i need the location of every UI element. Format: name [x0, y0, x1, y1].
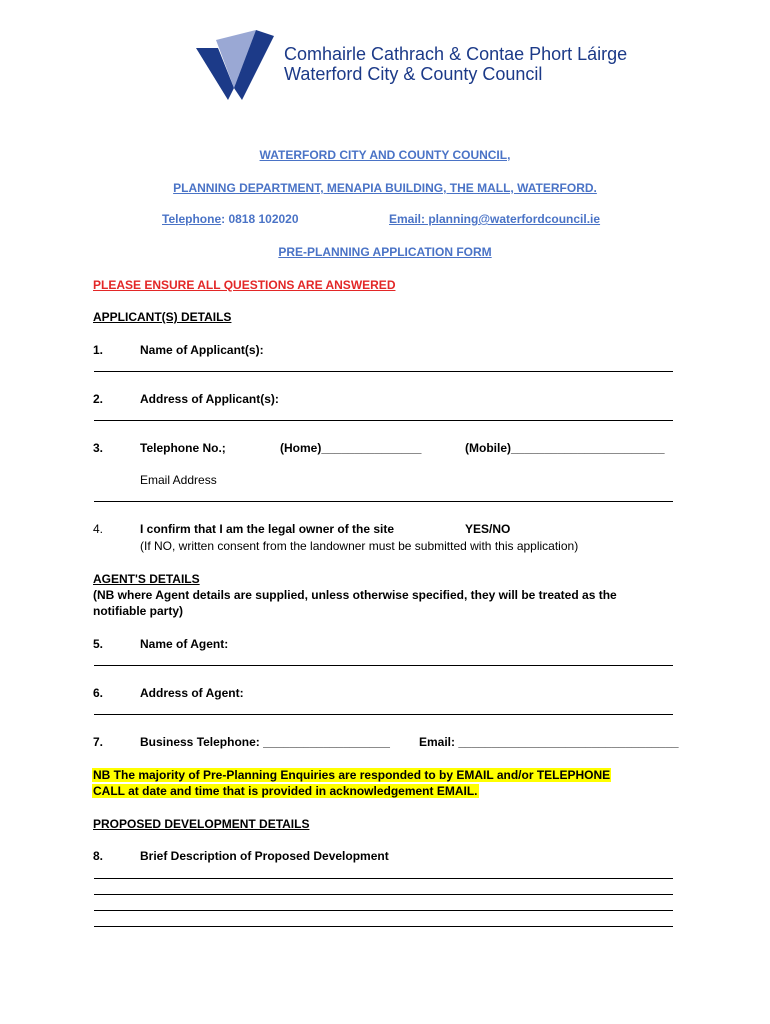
- department-address: PLANNING DEPARTMENT, MENAPIA BUILDING, THE MALL, WATERFORD.: [173, 181, 597, 195]
- q6-label: Address of Agent:: [140, 686, 244, 700]
- description-line-3[interactable]: [94, 910, 673, 911]
- q3-label: Telephone No.;: [140, 441, 226, 455]
- q4-note: (If NO, written consent from the landowner must be submitted with this application): [140, 539, 579, 553]
- telephone-line: [162, 212, 299, 226]
- agent-email-field[interactable]: Email: _________________________________: [419, 735, 679, 749]
- q1-number: 1.: [93, 343, 104, 357]
- agent-note-line1: (NB where Agent details are supplied, unless otherwise specified, they will be treated as the: [93, 588, 617, 602]
- q7-number: 7.: [93, 735, 104, 749]
- logo-text-english: Waterford City & County Council: [284, 64, 543, 84]
- applicant-email-field[interactable]: [94, 501, 673, 502]
- logo-text-irish: Comhairle Cathrach & Contae Phort Láirge: [284, 44, 628, 64]
- agent-note-line2: notifiable party): [93, 604, 184, 618]
- applicant-name-field[interactable]: [94, 371, 673, 372]
- form-title: PRE-PLANNING APPLICATION FORM: [278, 245, 492, 259]
- agent-name-field[interactable]: [94, 665, 673, 666]
- q2-number: 2.: [93, 392, 104, 406]
- owner-yes-no[interactable]: YES/NO: [465, 522, 511, 536]
- agent-section-title: AGENT'S DETAILS: [93, 572, 200, 586]
- description-line-2[interactable]: [94, 894, 673, 895]
- q5-number: 5.: [93, 637, 104, 651]
- applicant-address-field[interactable]: [94, 420, 673, 421]
- applicant-section-title: APPLICANT(S) DETAILS: [93, 310, 232, 324]
- q6-number: 6.: [93, 686, 104, 700]
- council-heading: WATERFORD CITY AND COUNTY COUNCIL,: [259, 148, 511, 162]
- description-line-1[interactable]: [94, 878, 673, 879]
- notice: PLEASE ENSURE ALL QUESTIONS ARE ANSWERED: [93, 278, 396, 292]
- description-line-4[interactable]: [94, 926, 673, 927]
- development-section-title: PROPOSED DEVELOPMENT DETAILS: [93, 817, 310, 831]
- q4-label: I confirm that I am the legal owner of the site: [140, 522, 395, 536]
- telephone-label: Telephone: [162, 212, 222, 226]
- q2-label: Address of Applicant(s):: [140, 392, 279, 406]
- q3-number: 3.: [93, 441, 104, 455]
- mobile-phone-field[interactable]: (Mobile)_______________________: [465, 441, 665, 455]
- home-phone-field[interactable]: (Home)_______________: [280, 441, 422, 455]
- council-logo: [196, 30, 278, 100]
- q1-label: Name of Applicant(s):: [140, 343, 264, 357]
- business-telephone-field[interactable]: Business Telephone: ___________________: [140, 735, 390, 749]
- q5-label: Name of Agent:: [140, 637, 229, 651]
- email-address-label: Email Address: [140, 473, 217, 487]
- agent-address-field[interactable]: [94, 714, 673, 715]
- email-link[interactable]: Email: planning@waterfordcouncil.ie: [389, 212, 601, 226]
- telephone-value: : 0818 102020: [221, 212, 299, 226]
- q8-number: 8.: [93, 849, 104, 863]
- nb-highlight-line2: CALL at date and time that is provided in acknowledgement EMAIL.: [93, 784, 478, 798]
- q4-number: 4.: [93, 522, 104, 536]
- q8-label: Brief Description of Proposed Development: [140, 849, 389, 863]
- nb-highlight-line1: NB The majority of Pre-Planning Enquiries are responded to by EMAIL and/or TELEPHONE: [93, 768, 611, 782]
